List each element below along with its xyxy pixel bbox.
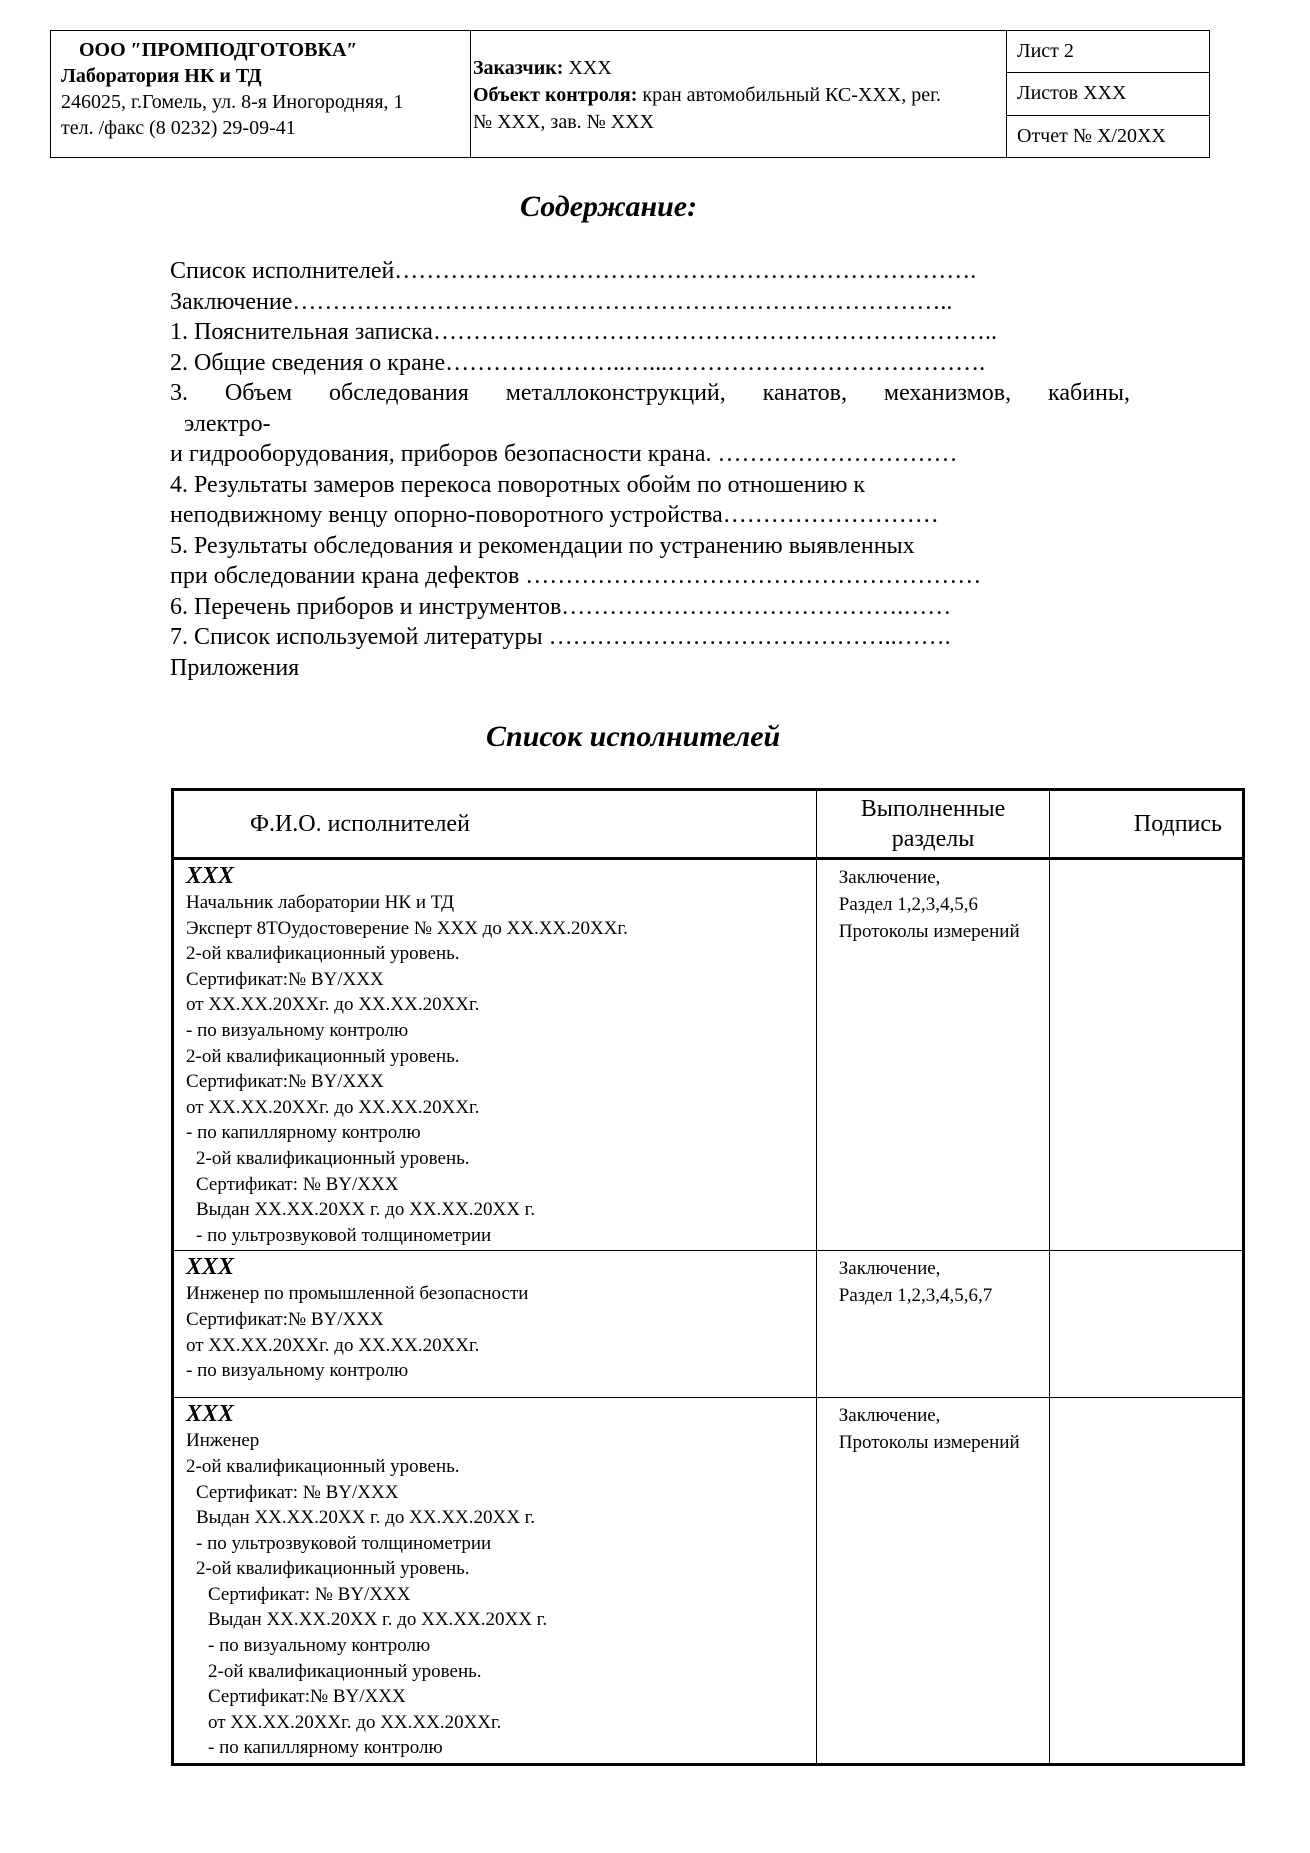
executor-info — [173, 859, 817, 1251]
executor-sections — [816, 859, 1050, 1251]
toc-item: неподвижному венцу опорно-поворотного устройства……………………… — [170, 502, 939, 528]
executor-line: 2-ой квалификационный уровень. — [196, 1558, 470, 1580]
executor-line: от ХХ.ХХ.20ХХг. до ХХ.ХХ.20ХХг. — [208, 1711, 502, 1733]
toc-item: 5. Результаты обследования и рекомендации по устранению выявленных — [170, 532, 915, 559]
organization-block — [51, 31, 471, 157]
column-header-signature: Подпись — [1050, 790, 1244, 859]
executor-line: - по ультрозвуковой толщинометрии — [196, 1532, 492, 1554]
signature-cell — [1050, 1398, 1244, 1765]
column-header-sections-line2: разделы — [891, 826, 975, 852]
executor-sections — [816, 1398, 1050, 1765]
toc-item: 4. Результаты замеров перекоса поворотных обойм по отношению к — [170, 471, 866, 498]
executor-line: - по визуальному контролю — [186, 1019, 409, 1041]
object-value: кран автомобильный КС-ХХХ, рег. — [637, 84, 942, 106]
executor-info — [173, 1398, 817, 1765]
toc-item: Заключение……………………………………………………………………….. — [170, 288, 953, 315]
executor-line: - по капиллярному контролю — [186, 1122, 421, 1144]
contents-title: Содержание: — [520, 190, 698, 223]
executor-sections — [816, 1251, 1050, 1398]
toc-item: 1. Пояснительная записка…………………………………………………………….. — [170, 319, 997, 345]
customer-block — [471, 31, 1007, 157]
executor-line: Сертификат: № BY/ХХХ — [196, 1173, 399, 1195]
toc-item: Список исполнителей………………………………………………………………. — [170, 258, 977, 284]
toc-item: 7. Список используемой литературы ……………………………………..……. — [170, 624, 951, 650]
toc-item: электро- — [184, 410, 271, 437]
section-line: Заключение, — [838, 867, 941, 888]
object-line — [473, 82, 1002, 109]
sheets-count: Листов ХХХ — [1007, 73, 1209, 115]
executor-line: 2-ой квалификационный уровень. — [196, 1147, 470, 1169]
customer-value: ХХХ — [563, 57, 612, 79]
table-row — [173, 1251, 1244, 1398]
executors-table — [171, 788, 1245, 1766]
executor-name: ХХХ — [186, 1254, 235, 1281]
sheet-number: Лист 2 — [1007, 31, 1209, 73]
executors-title: Список исполнителей — [486, 720, 781, 753]
executor-line: 2-ой квалификационный уровень. — [186, 943, 460, 965]
executor-line: Сертификат:№ BY/ХХХ — [186, 1071, 384, 1093]
executor-line: Сертификат:№ BY/ХХХ — [186, 1308, 384, 1330]
executor-name: ХХХ — [186, 863, 235, 889]
executor-line: 2-ой квалификационный уровень. — [208, 1660, 482, 1682]
executor-line: от ХХ.ХХ.20ХХг. до ХХ.ХХ.20ХХг. — [186, 1334, 480, 1356]
executor-line: Инженер по промышленной безопасности — [186, 1283, 529, 1305]
executor-line: Выдан ХХ.ХХ.20ХХ г. до ХХ.ХХ.20ХХ г. — [208, 1609, 548, 1631]
section-line: Раздел 1,2,3,4,5,6 — [838, 894, 979, 915]
signature-cell — [1050, 859, 1244, 1251]
column-header-sections — [816, 790, 1050, 859]
executor-line: от ХХ.ХХ.20ХХг. до ХХ.ХХ.20ХХг. — [186, 1096, 480, 1118]
object-line-2: № ХХХ, зав. № ХХХ — [473, 111, 655, 133]
executor-line: Начальник лаборатории НК и ТД — [186, 892, 455, 913]
executor-line: Сертификат: № BY/ХХХ — [208, 1583, 411, 1605]
customer-line — [473, 55, 1002, 82]
document-header — [50, 30, 1210, 158]
executor-line: - по визуальному контролю — [186, 1360, 409, 1382]
toc-item: при обследовании крана дефектов ………………………………………………… — [170, 563, 982, 589]
column-header-name: Ф.И.О. исполнителей — [173, 790, 817, 859]
organization-phone: тел. /факс (8 0232) 29-09-41 — [61, 117, 296, 139]
executor-line: 2-ой квалификационный уровень. — [186, 1455, 460, 1477]
executor-line: Сертификат:№ BY/ХХХ — [208, 1686, 406, 1708]
toc-item: Приложения — [170, 654, 300, 681]
executor-line: - по ультрозвуковой толщинометрии — [196, 1224, 492, 1246]
section-line: Протоколы измерений — [838, 1432, 1020, 1454]
executor-line: Инженер — [186, 1430, 260, 1452]
laboratory-name: Лаборатория НК и ТД — [61, 65, 262, 87]
toc-item: 2. Общие сведения о кране…………………..…...…………………………………. — [170, 349, 986, 376]
customer-label: Заказчик: — [473, 57, 564, 79]
executor-line: - по визуальному контролю — [208, 1635, 431, 1657]
executor-line: Сертификат: № BY/ХХХ — [196, 1481, 399, 1503]
table-row — [173, 859, 1244, 1251]
section-line: Раздел 1,2,3,4,5,6,7 — [838, 1285, 993, 1307]
column-header-sections-line1: Выполненные — [860, 796, 1006, 822]
signature-cell — [1050, 1251, 1244, 1398]
executor-line: Выдан ХХ.ХХ.20ХХ г. до ХХ.ХХ.20ХХ г. — [196, 1507, 536, 1529]
executor-info — [173, 1251, 817, 1398]
executor-name: ХХХ — [186, 1401, 235, 1428]
toc-item: 6. Перечень приборов и инструментов…………………………………….…… — [170, 593, 952, 620]
toc-item: и гидрооборудования, приборов безопасности крана. ………………………… — [170, 441, 958, 467]
section-line: Заключение, — [838, 1405, 941, 1427]
executor-line: Сертификат:№ BY/ХХХ — [186, 968, 384, 990]
sheet-info-block — [1007, 31, 1209, 157]
executor-line: - по капиллярному контролю — [208, 1737, 443, 1759]
organization-address: 246025, г.Гомель, ул. 8-я Иногородняя, 1 — [61, 91, 404, 113]
executor-line: от ХХ.ХХ.20ХХг. до ХХ.ХХ.20ХХг. — [186, 994, 480, 1016]
table-header-row — [173, 790, 1244, 859]
executor-line: Эксперт 8ТОудостоверение № ХХХ до ХХ.ХХ.20ХХг. — [186, 917, 628, 939]
executor-line: Выдан ХХ.ХХ.20ХХ г. до ХХ.ХХ.20ХХ г. — [196, 1199, 536, 1221]
toc-item: 3. Объем обследования металлоконструкций, канатов, механизмов, кабины, — [170, 380, 1130, 406]
section-line: Заключение, — [838, 1258, 941, 1280]
section-line: Протоколы измерений — [838, 921, 1020, 942]
object-label: Объект контроля: — [473, 84, 638, 106]
table-row — [173, 1398, 1244, 1765]
executor-line: 2-ой квалификационный уровень. — [186, 1045, 460, 1067]
organization-name: ООО ″ПРОМПОДГОТОВКА″ — [79, 39, 358, 61]
report-number: Отчет № Х/20ХХ — [1017, 124, 1166, 147]
table-of-contents — [170, 256, 1130, 683]
